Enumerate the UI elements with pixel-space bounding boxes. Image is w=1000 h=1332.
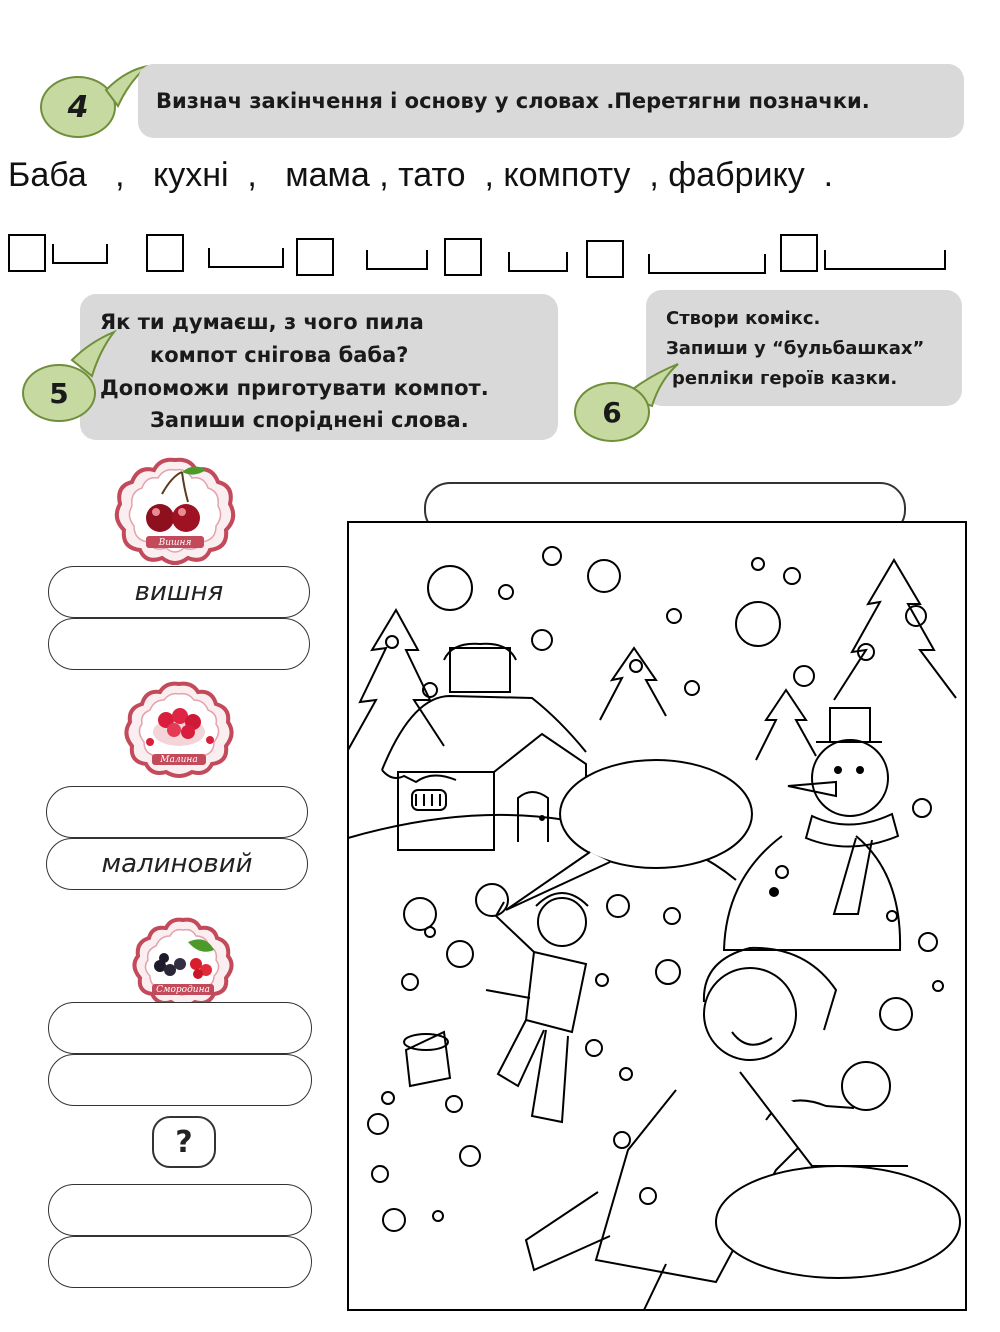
task4-number: 4 <box>40 76 116 138</box>
ending-box-3[interactable] <box>296 238 334 276</box>
raspberry-icon <box>126 684 231 776</box>
task6-line-3: репліки героїв казки. <box>672 368 898 389</box>
task5-instruction-box <box>80 294 558 440</box>
speech-bubble-boy[interactable] <box>480 756 760 926</box>
task4-instruction-box <box>138 64 964 138</box>
currant-answer-2[interactable] <box>48 1054 312 1106</box>
currant-icon <box>134 920 231 1006</box>
ending-box-4[interactable] <box>444 238 482 276</box>
ending-box-5[interactable] <box>586 240 624 278</box>
currant-label: Смородина <box>156 985 210 995</box>
cherry-label: Вишня <box>158 538 192 548</box>
raspberry-answer-2[interactable]: малиновий <box>46 838 308 890</box>
stem-bracket-2[interactable] <box>208 248 284 268</box>
stem-bracket-6[interactable] <box>824 250 946 270</box>
task5-line-2: компот снігова баба? <box>150 343 409 367</box>
currant-badge <box>130 916 236 1012</box>
ending-box-2[interactable] <box>146 234 184 272</box>
cherry-icon <box>117 460 233 563</box>
cherry-answer-2[interactable] <box>48 618 310 670</box>
raspberry-label: Малина <box>160 755 198 765</box>
task6-instruction-box <box>646 290 962 406</box>
stem-bracket-5[interactable] <box>648 254 766 274</box>
extra-answer-2[interactable] <box>48 1236 312 1288</box>
stem-bracket-4[interactable] <box>508 252 568 272</box>
task5-line-3: Допоможи приготувати компот. <box>100 376 489 400</box>
task5-line-4: Запиши споріднені слова. <box>150 408 469 432</box>
task4-words-line: Баба , кухні , мама , тато , компоту , фабрику . <box>8 156 834 194</box>
cherry-badge <box>112 456 238 566</box>
task6-line-1: Створи комікс. <box>666 308 821 329</box>
task4-instruction: Визнач закінчення і основу у словах .Перетягни позначки. <box>156 89 870 113</box>
task6-number: 6 <box>574 382 650 442</box>
raspberry-badge <box>122 680 236 784</box>
question-mark: ? <box>175 1124 193 1160</box>
cherry-answer-1[interactable]: вишня <box>48 566 310 618</box>
task5-number: 5 <box>22 364 96 422</box>
speech-bubble-girl[interactable] <box>712 1064 972 1284</box>
ending-box-6[interactable] <box>780 234 818 272</box>
stem-bracket-1[interactable] <box>52 244 108 264</box>
task6-line-2: Запиши у “бульбашках” <box>666 338 925 359</box>
task5-line-1: Як ти думаєш, з чого пила <box>100 310 424 334</box>
stem-bracket-3[interactable] <box>366 250 428 270</box>
question-mark-badge <box>152 1116 216 1168</box>
raspberry-answer-1[interactable] <box>46 786 308 838</box>
currant-answer-1[interactable] <box>48 1002 312 1054</box>
extra-answer-1[interactable] <box>48 1184 312 1236</box>
ending-box-1[interactable] <box>8 234 46 272</box>
